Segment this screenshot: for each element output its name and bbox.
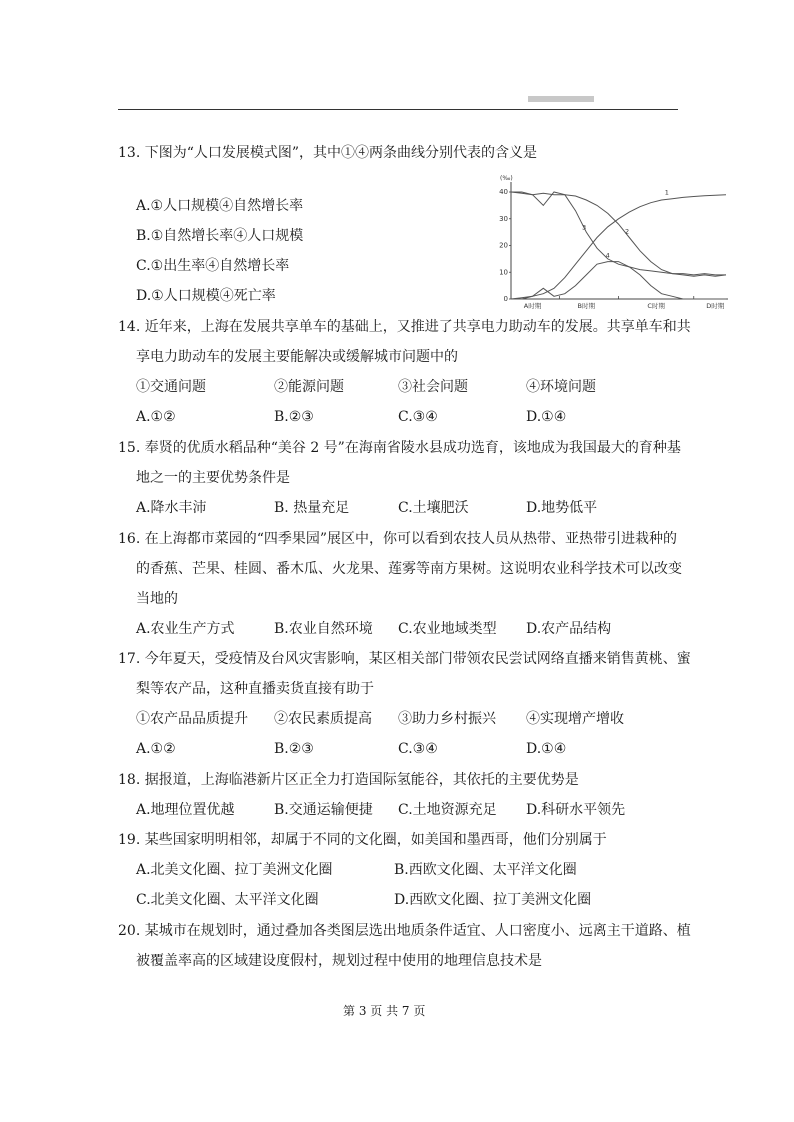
question-13-option-b: B.①自然增长率④人口规模 — [136, 228, 304, 244]
question-14-option-a: A.①② — [136, 409, 176, 425]
question-17-option-d: D.①④ — [526, 741, 567, 757]
y-tick-label: 20 — [499, 241, 508, 250]
question-17-item-3: ③助力乡村振兴 — [398, 711, 496, 727]
question-13-option-d: D.①人口规模④死亡率 — [136, 288, 276, 304]
question-19-option-b: B.西欧文化圈、太平洋文化圈 — [394, 862, 577, 878]
stage-label: D时期 — [706, 302, 725, 310]
y-unit-label: (‰) — [500, 175, 513, 182]
question-17-item-2: ②农民素质提高 — [274, 711, 372, 727]
y-tick-label: 30 — [499, 214, 508, 223]
question-17-item-4: ④实现增产增收 — [526, 711, 624, 727]
stage-label: C时期 — [647, 302, 665, 310]
curve-label: 1 — [664, 188, 669, 197]
question-19-option-c: C.北美文化圈、太平洋文化圈 — [136, 892, 319, 908]
question-14-option-b: B.②③ — [274, 409, 314, 425]
page-number: 第 3 页 共 7 页 — [343, 1004, 426, 1018]
question-17-item-1: ①农产品品质提升 — [136, 711, 248, 727]
population-model-chart — [498, 172, 730, 318]
question-15-option-b: B. 热量充足 — [274, 500, 350, 516]
question-14-stem-line2: 享电力助动车的发展主要能解决或缓解城市问题中的 — [136, 349, 458, 365]
question-19-option-a: A.北美文化圈、拉丁美洲文化圈 — [136, 862, 333, 878]
y-tick-label: 10 — [499, 268, 508, 277]
question-14-item-2: ②能源问题 — [274, 379, 344, 395]
header-rule — [118, 109, 678, 110]
question-15-option-c: C.土壤肥沃 — [398, 500, 469, 516]
question-17-option-a: A.①② — [136, 741, 176, 757]
question-17-option-b: B.②③ — [274, 741, 314, 757]
y-tick-label: 0 — [503, 295, 508, 303]
question-17-option-c: C.③④ — [398, 741, 438, 757]
question-16-option-c: C.农业地域类型 — [398, 621, 497, 637]
stage-label: A时期 — [523, 302, 542, 310]
question-16-option-d: D.农产品结构 — [526, 621, 612, 637]
curve-label: 2 — [625, 227, 630, 236]
question-18-option-a: A.地理位置优越 — [136, 802, 235, 818]
question-15-stem-line1: 15. 奉贤的优质水稻品种“美谷 2 号”在海南省陵水县成功选育，该地成为我国最大的育种基 — [118, 440, 681, 456]
question-15-stem-line2: 地之一的主要优势条件是 — [136, 470, 290, 486]
header-mark — [528, 96, 594, 102]
curve-label: 4 — [605, 251, 610, 260]
question-14-stem-line1: 14. 近年来，上海在发展共享单车的基础上，又推进了共享电力助动车的发展。共享单车和共 — [118, 319, 691, 335]
question-17-stem-line1: 17. 今年夏天，受疫情及台风灾害影响，某区相关部门带领农民尝试网络直播来销售黄桃、蜜 — [118, 651, 691, 667]
question-14-item-4: ④环境问题 — [526, 379, 596, 395]
question-19-option-d: D.西欧文化圈、拉丁美洲文化圈 — [394, 892, 592, 908]
y-tick-label: 40 — [499, 188, 508, 196]
question-18-stem: 18. 据报道，上海临港新片区正全力打造国际氢能谷，其依托的主要优势是 — [118, 772, 579, 788]
question-19-stem: 19. 某些国家明明相邻，却属于不同的文化圈，如美国和墨西哥，他们分别属于 — [118, 832, 607, 848]
question-16-option-a: A.农业生产方式 — [136, 621, 235, 637]
stage-label: B时期 — [577, 302, 595, 310]
question-20-stem-line1: 20. 某城市在规划时，通过叠加各类图层选出地质条件适宜、人口密度小、远离主干道路、植 — [118, 923, 691, 939]
question-14-item-1: ①交通问题 — [136, 379, 206, 395]
question-18-option-d: D.科研水平领先 — [526, 802, 626, 818]
question-16-option-b: B.农业自然环境 — [274, 621, 373, 637]
question-13-option-a: A.①人口规模④自然增长率 — [136, 198, 304, 214]
question-20-stem-line2: 被覆盖率高的区域建设度假村，规划过程中使用的地理信息技术是 — [136, 953, 542, 969]
question-13-stem: 13. 下图为“人口发展模式图”，其中①④两条曲线分别代表的含义是 — [118, 145, 538, 161]
question-16-stem-line2: 的香蕉、芒果、桂圆、番木瓜、火龙果、莲雾等南方果树。这说明农业科学技术可以改变 — [136, 561, 682, 577]
question-14-item-3: ③社会问题 — [398, 379, 468, 395]
question-16-stem-line3: 当地的 — [136, 591, 178, 607]
question-14-option-c: C.③④ — [398, 409, 438, 425]
curve-1-line — [511, 195, 726, 299]
question-15-option-d: D.地势低平 — [526, 500, 598, 516]
question-15-option-a: A.降水丰沛 — [136, 500, 207, 516]
question-17-stem-line2: 梨等农产品，这种直播卖货直接有助于 — [136, 681, 374, 697]
question-18-option-b: B.交通运输便捷 — [274, 802, 373, 818]
question-13-option-c: C.①出生率④自然增长率 — [136, 258, 290, 274]
curve-3-line — [511, 192, 726, 275]
question-18-option-c: C.土地资源充足 — [398, 802, 497, 818]
question-16-stem-line1: 16. 在上海都市菜园的“四季果园”展区中，你可以看到农技人员从热带、亚热带引进栽种的 — [118, 531, 678, 547]
question-14-option-d: D.①④ — [526, 409, 567, 425]
curve-label: 3 — [582, 223, 587, 232]
